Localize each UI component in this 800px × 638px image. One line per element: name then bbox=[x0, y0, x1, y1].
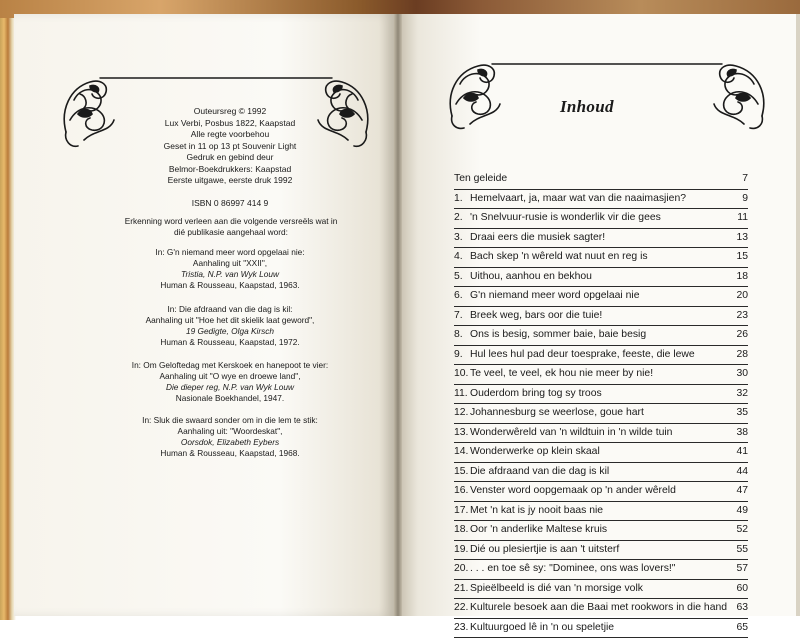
toc-entry-title: Wonderwerke op klein skaal bbox=[470, 446, 600, 457]
toc-entry-page-number: 38 bbox=[724, 424, 748, 443]
citation-line: Human & Rousseau, Kaapstad, 1963. bbox=[90, 280, 370, 291]
toc-entry-number: 7. bbox=[454, 307, 470, 326]
toc-entry-number: 1. bbox=[454, 190, 470, 209]
table-of-contents bbox=[454, 170, 748, 638]
toc-entry bbox=[454, 170, 748, 190]
toc-entry-page-number: 44 bbox=[724, 463, 748, 482]
citation-line: 19 Gedigte, Olga Kirsch bbox=[90, 326, 370, 337]
toc-entry-title: Wonderwêreld van 'n wildtuin in 'n wilde tuin bbox=[470, 427, 672, 438]
toc-entry-page-number: 18 bbox=[724, 268, 748, 287]
toc-entry-page-number: 55 bbox=[724, 541, 748, 560]
toc-entry bbox=[454, 502, 748, 522]
toc-entry-number: 5. bbox=[454, 268, 470, 287]
toc-entry bbox=[454, 443, 748, 463]
toc-entry-page-number: 63 bbox=[724, 599, 748, 618]
isbn-number: ISBN 0 86997 414 9 bbox=[100, 198, 360, 208]
toc-entry bbox=[454, 229, 748, 249]
citation-line: Aanhaling uit "XXII", bbox=[90, 258, 370, 269]
citation-line: Aanhaling uit "O wye en droewe land", bbox=[90, 371, 370, 382]
toc-entry-number: 23. bbox=[454, 619, 470, 638]
page-edge bbox=[796, 14, 800, 616]
citation-block bbox=[90, 247, 370, 291]
toc-entry-title: Hul lees hul pad deur toesprake, feeste, die lewe bbox=[470, 349, 695, 360]
colophon-line: Alle regte voorbehou bbox=[120, 129, 340, 141]
toc-entry bbox=[454, 385, 748, 405]
toc-entry-title: Hemelvaart, ja, maar wat van die naaimasjien? bbox=[470, 193, 686, 204]
toc-entry-title: 'n Snelvuur-rusie is wonderlik vir die gees bbox=[470, 212, 661, 223]
toc-entry-title: G'n niemand meer word opgelaai nie bbox=[470, 290, 640, 301]
toc-entry bbox=[454, 463, 748, 483]
toc-entry-page-number: 35 bbox=[724, 404, 748, 423]
toc-entry-title: Oor 'n anderlike Maltese kruis bbox=[470, 524, 607, 535]
toc-entry-page-number: 13 bbox=[724, 229, 748, 248]
citation-block bbox=[90, 304, 370, 348]
colophon-line: Gedruk en gebind deur bbox=[120, 152, 340, 164]
colophon-line: Geset in 11 op 13 pt Souvenir Light bbox=[120, 141, 340, 153]
citation-block bbox=[90, 415, 370, 459]
colophon-line: Belmor-Boekdrukkers: Kaapstad bbox=[120, 164, 340, 176]
toc-entry bbox=[454, 209, 748, 229]
toc-entry-page-number: 9 bbox=[724, 190, 748, 209]
toc-entry bbox=[454, 580, 748, 600]
toc-entry-title: Ouderdom bring tog sy troos bbox=[470, 388, 602, 399]
toc-entry-number: 2. bbox=[454, 209, 470, 228]
toc-entry bbox=[454, 326, 748, 346]
contents-heading: Inhoud bbox=[560, 97, 614, 117]
toc-entry-number: 9. bbox=[454, 346, 470, 365]
toc-entry-number: 15. bbox=[454, 463, 470, 482]
toc-entry-page-number: 65 bbox=[724, 619, 748, 638]
floral-scroll-ornament-icon bbox=[446, 56, 768, 132]
toc-entry bbox=[454, 190, 748, 210]
toc-entry-page-number: 57 bbox=[724, 560, 748, 579]
toc-entry-page-number: 20 bbox=[724, 287, 748, 306]
acknowledgement-text bbox=[96, 216, 366, 238]
toc-entry bbox=[454, 346, 748, 366]
citation-line: Die dieper reg, N.P. van Wyk Louw bbox=[90, 382, 370, 393]
toc-entry-page-number: 47 bbox=[724, 482, 748, 501]
toc-entry-title: Bach skep 'n wêreld wat nuut en reg is bbox=[470, 251, 648, 262]
citation-line: Human & Rousseau, Kaapstad, 1972. bbox=[90, 337, 370, 348]
toc-entry bbox=[454, 482, 748, 502]
toc-entry bbox=[454, 541, 748, 561]
toc-entry-number: 8. bbox=[454, 326, 470, 345]
toc-entry-title: Kulturele besoek aan die Baai met rookwors in die hand bbox=[470, 602, 727, 613]
toc-entry-number: 14. bbox=[454, 443, 470, 462]
toc-entry bbox=[454, 248, 748, 268]
citation-line: In: G'n niemand meer word opgelaai nie: bbox=[90, 247, 370, 258]
toc-entry-page-number: 32 bbox=[724, 385, 748, 404]
toc-entry-number: 22. bbox=[454, 599, 470, 618]
citation-line: Aanhaling uit: "Woordeskat", bbox=[90, 426, 370, 437]
colophon-block bbox=[120, 106, 340, 187]
toc-entry-title: Met 'n kat is jy nooit baas nie bbox=[470, 505, 603, 516]
citation-line: In: Om Geloftedag met Kerskoek en hanepoot te vier: bbox=[90, 360, 370, 371]
citation-line: In: Sluk die swaard sonder om in die lem te stik: bbox=[90, 415, 370, 426]
toc-entry-title: Breek weg, bars oor die tuie! bbox=[470, 310, 602, 321]
toc-entry-number: 4. bbox=[454, 248, 470, 267]
toc-entry-number: 12. bbox=[454, 404, 470, 423]
citation-line: Nasionale Boekhandel, 1947. bbox=[90, 393, 370, 404]
citation-line: Aanhaling uit "Hoe het dit skielik laat geword", bbox=[90, 315, 370, 326]
toc-entry-number: 17. bbox=[454, 502, 470, 521]
toc-entry-title: Uithou, aanhou en bekhou bbox=[470, 271, 592, 282]
toc-entry-page-number: 41 bbox=[724, 443, 748, 462]
toc-entry-number: 6. bbox=[454, 287, 470, 306]
toc-entry-page-number: 26 bbox=[724, 326, 748, 345]
toc-entry bbox=[454, 619, 748, 638]
citation-line: In: Die afdraand van die dag is kil: bbox=[90, 304, 370, 315]
toc-entry-title: Die afdraand van die dag is kil bbox=[470, 466, 609, 477]
toc-entry-number: 3. bbox=[454, 229, 470, 248]
colophon-line: Outeursreg © 1992 bbox=[120, 106, 340, 118]
toc-entry bbox=[454, 287, 748, 307]
colophon-line: Eerste uitgawe, eerste druk 1992 bbox=[120, 175, 340, 187]
colophon-line: Lux Verbi, Posbus 1822, Kaapstad bbox=[120, 118, 340, 130]
toc-entry-number: 10. bbox=[454, 365, 470, 384]
toc-entry-number: 13. bbox=[454, 424, 470, 443]
toc-entry-page-number: 60 bbox=[724, 580, 748, 599]
toc-entry-page-number: 7 bbox=[724, 170, 748, 189]
toc-entry-page-number: 49 bbox=[724, 502, 748, 521]
toc-entry-page-number: 11 bbox=[724, 209, 748, 228]
toc-entry-page-number: 30 bbox=[724, 365, 748, 384]
toc-entry bbox=[454, 599, 748, 619]
toc-entry bbox=[454, 268, 748, 288]
toc-entry-title: Kultuurgoed lê in 'n ou speletjie bbox=[470, 622, 614, 633]
toc-entry bbox=[454, 424, 748, 444]
citation-block bbox=[90, 360, 370, 404]
toc-entry bbox=[454, 521, 748, 541]
toc-entry-page-number: 15 bbox=[724, 248, 748, 267]
toc-entry-number: 20. bbox=[454, 560, 470, 579]
toc-entry-number: 19. bbox=[454, 541, 470, 560]
toc-entry-title: Ons is besig, sommer baie, baie besig bbox=[470, 329, 646, 340]
toc-entry-title: Ten geleide bbox=[454, 173, 507, 184]
acknowledgement-line: Erkenning word verleen aan die volgende versreëls wat in bbox=[96, 216, 366, 227]
toc-entry-page-number: 23 bbox=[724, 307, 748, 326]
citation-line: Human & Rousseau, Kaapstad, 1968. bbox=[90, 448, 370, 459]
toc-entry-title: Te veel, te veel, ek hou nie meer by nie! bbox=[470, 368, 653, 379]
toc-entry-title: Draai eers die musiek sagter! bbox=[470, 232, 605, 243]
toc-entry-number: 21. bbox=[454, 580, 470, 599]
citation-line: Oorsdok, Elizabeth Eybers bbox=[90, 437, 370, 448]
toc-entry-page-number: 52 bbox=[724, 521, 748, 540]
toc-entry-title: . . . en toe sê sy: "Dominee, ons was lovers!" bbox=[470, 563, 675, 574]
toc-entry bbox=[454, 365, 748, 385]
toc-entry bbox=[454, 307, 748, 327]
toc-entry-page-number: 28 bbox=[724, 346, 748, 365]
toc-entry-title: Venster word oopgemaak op 'n ander wêreld bbox=[470, 485, 676, 496]
toc-entry bbox=[454, 560, 748, 580]
book-gutter bbox=[394, 14, 402, 616]
toc-entry-title: Johannesburg se weerlose, goue hart bbox=[470, 407, 644, 418]
toc-entry bbox=[454, 404, 748, 424]
toc-entry-title: Spieëlbeeld is dié van 'n morsige volk bbox=[470, 583, 643, 594]
citation-line: Tristia, N.P. van Wyk Louw bbox=[90, 269, 370, 280]
toc-entry-number: 18. bbox=[454, 521, 470, 540]
acknowledgement-line: dié publikasie aangehaal word: bbox=[96, 227, 366, 238]
toc-entry-number: 11. bbox=[454, 385, 470, 404]
toc-entry-number: 16. bbox=[454, 482, 470, 501]
toc-entry-title: Dié ou plesiertjie is aan 't uitsterf bbox=[470, 544, 619, 555]
